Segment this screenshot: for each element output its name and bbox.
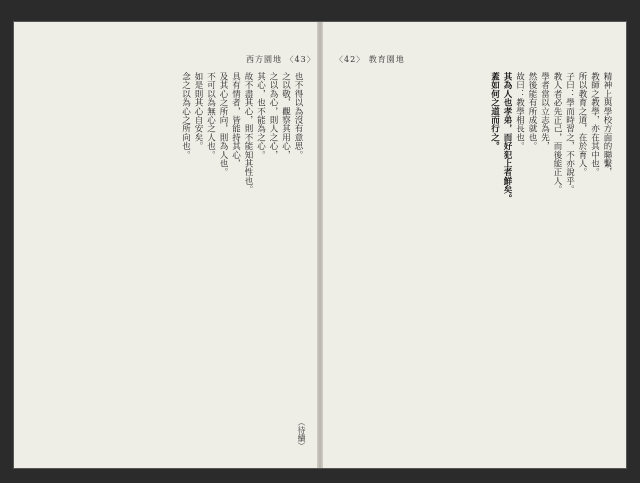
continued-mark: （待續）	[297, 418, 306, 450]
text-column: 教師之教學，亦在其中也。	[589, 72, 600, 177]
text-column: 具有情者，皆能持其心，	[230, 72, 241, 168]
text-column: 其為人也孝弟，而好犯上者鮮矣。	[502, 72, 512, 203]
page-header: 〈42〉 教育園地	[335, 55, 405, 64]
text-column: 蓋如何之道而行之。	[489, 72, 500, 151]
text-column: 如是則其心自安矣。	[193, 72, 203, 151]
text-column: 之以為心，則人之心，	[268, 72, 278, 159]
text-columns	[337, 72, 612, 450]
text-columns	[28, 72, 303, 450]
text-column: 子曰：學而時習之，不亦說乎。	[564, 72, 575, 194]
text-column: 所以教育之道，在於育人。	[577, 72, 587, 177]
text-column: 教人者必先正己，而後能正人。	[552, 72, 562, 194]
text-column: 學者當以立志為先，	[539, 72, 550, 151]
text-column: 也不得以為沒有意思。	[293, 72, 303, 159]
text-column: 其心，也不能為之心。	[255, 72, 266, 159]
right-page	[323, 22, 626, 468]
text-column: 然後能有所成就也。	[527, 72, 537, 151]
page-header: 西方園地 〈43〉	[246, 55, 316, 64]
text-column: 及其心之所向，則為人也。	[218, 72, 228, 177]
text-column: 精神上與學校方面的聯繫，	[602, 72, 612, 177]
book-spread	[14, 22, 626, 468]
text-column: 故曰：教學相長也。	[514, 72, 525, 151]
text-column: 之以敬，觀察其用心，	[280, 72, 291, 159]
text-column: 念之以為心之所向也。	[180, 72, 191, 159]
text-column: 不可以為無心之人也。	[205, 72, 216, 159]
left-page	[14, 22, 317, 468]
text-column: 故不盡其心，則不能知其性也。	[243, 72, 253, 194]
